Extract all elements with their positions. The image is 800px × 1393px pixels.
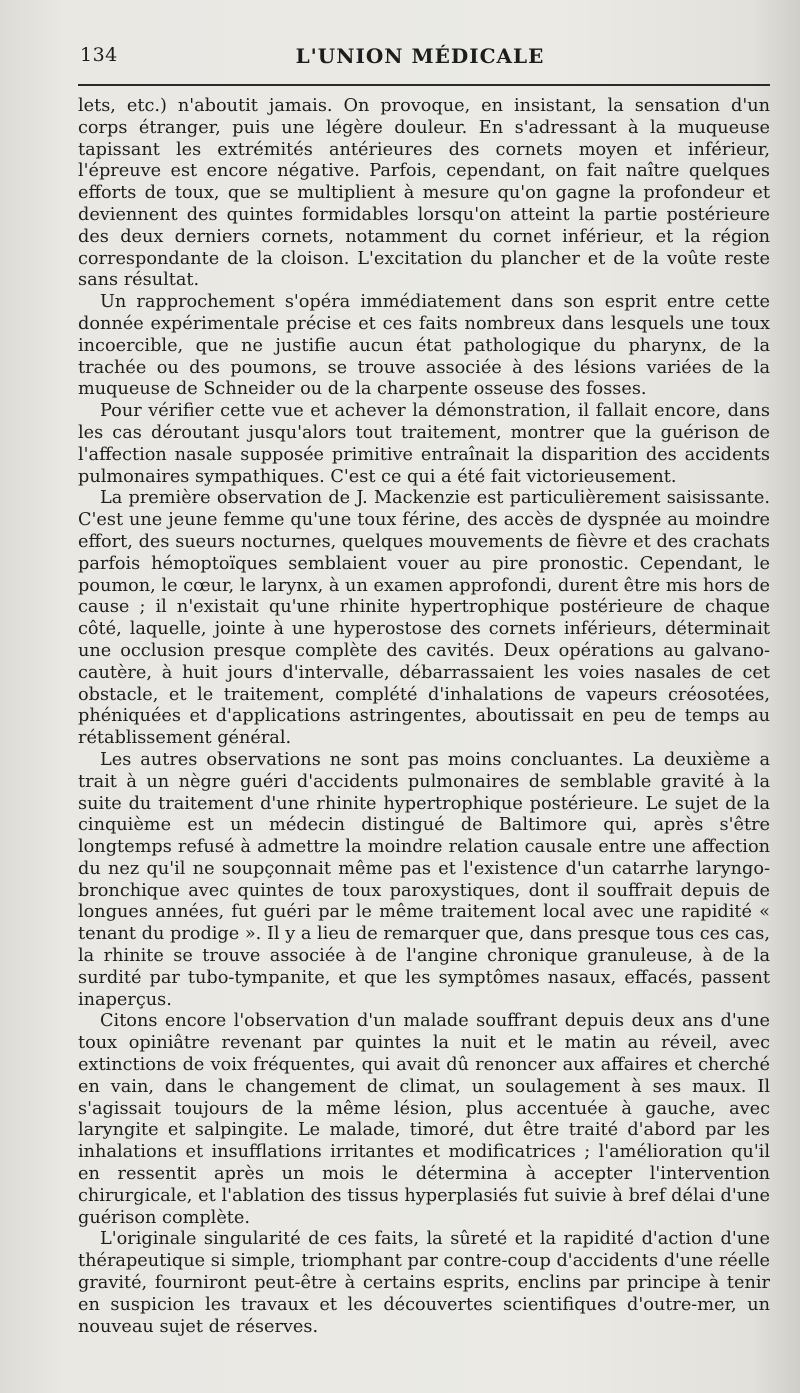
paragraph: Pour vérifier cette vue et achever la démonstration, il fallait encore, dans les cas déroutant jusqu'alors tout traitement, montrer que la guérison de l'affection nasale supposée primitive entraînait la disparition des accidents pulmonaires sympathiques. C'est ce qui a été fait victorieusement. <box>78 401 770 487</box>
paragraph: Les autres observations ne sont pas moins concluantes. La deuxième a trait à un nègre guéri d'accidents pulmonaires de semblable gravité à la suite du traitement d'une rhinite hypertrophique postérieure. Le sujet de la cinquième est un médecin distingué de Baltimore qui, après s'être longtemps refusé à admettre la moindre relation causale entre une affection du nez qu'il ne soupçonnait même pas et l'existence d'un catarrhe laryngo-bronchique avec quintes de toux paroxystiques, dont il souffrait depuis de longues années, fut guéri par le même traitement local avec une rapidité « tenant du prodige ». Il y a lieu de remarquer que, dans presque tous ces cas, la rhinite se trouve associée à de l'angine chronique granuleuse, à de la surdité par tubo-tympanite, et que les symptômes nasaux, effacés, passent inaperçus. <box>78 749 770 1010</box>
running-title: L'UNION MÉDICALE <box>295 44 545 68</box>
page-header <box>80 44 760 80</box>
page-number: 134 <box>80 44 118 66</box>
paragraph: Citons encore l'observation d'un malade souffrant depuis deux ans d'une toux opiniâtre revenant par quintes la nuit et le matin au réveil, avec extinctions de voix fréquentes, qui avait dû renoncer aux affaires et cherché en vain, dans le changement de climat, un soulagement à ses maux. Il s'agissait toujours de la même lésion, plus accentuée à gauche, avec laryngite et salpingite. Le malade, timoré, dut être traité d'abord par les inhalations et insufflations irritantes et modificatrices ; l'amélioration qu'il en ressentit après un mois le détermina à accepter l'intervention chirurgicale, et l'ablation des tissus hyperplasiés fut suivie à bref délai d'une guérison complète. <box>78 1011 770 1228</box>
paragraph: Un rapprochement s'opéra immédiatement dans son esprit entre cette donnée expérimentale précise et ces faits nombreux dans lesquels une toux incoercible, que ne justifie aucun état pathologique du pharynx, de la trachée ou des poumons, se trouve associée à des lésions variées de la muqueuse de Schneider ou de la charpente osseuse des fosses. <box>78 292 770 400</box>
paragraph: L'originale singularité de ces faits, la sûreté et la rapidité d'action d'une thérapeutique si simple, triomphant par contre-coup d'accidents d'une réelle gravité, fourniront peut-être à certains esprits, enclins par principe à tenir en suspicion les travaux et les découvertes scientifiques d'outre-mer, un nouveau sujet de réserves. <box>78 1229 770 1337</box>
paragraph: La première observation de J. Mackenzie est particulièrement saisissante. C'est une jeune femme qu'une toux férine, des accès de dyspnée au moindre effort, des sueurs nocturnes, quelques mouvements de fièvre et des crachats parfois hémoptoïques semblaient vouer au pire pronostic. Cependant, le poumon, le cœur, le larynx, à un examen approfondi, durent être mis hors de cause ; il n'existait qu'une rhinite hypertrophique postérieure de chaque côté, laquelle, jointe à une hyperostose des cornets inférieurs, déterminait une occlusion presque complète des cavités. Deux opérations au galvano-cautère, à huit jours d'intervalle, débarrassaient les voies nasales de cet obstacle, et le traitement, complété d'inhalations de vapeurs créosotées, phéniquées et d'applications astringentes, aboutissait en peu de temps au rétablissement général. <box>78 488 770 749</box>
header-rule <box>78 84 770 86</box>
article-body <box>78 96 770 1338</box>
paragraph: lets, etc.) n'aboutit jamais. On provoque, en insistant, la sensation d'un corps étranger, puis une légère douleur. En s'adressant à la muqueuse tapissant les extrémités antérieures des cornets moyen et inférieur, l'épreuve est encore négative. Parfois, cependant, on fait naître quelques efforts de toux, que se multiplient à mesure qu'on gagne la profondeur et deviennent des quintes formidables lorsqu'on atteint la partie postérieure des deux derniers cornets, notamment du cornet inférieur, et la région correspondante de la cloison. L'excitation du plancher et de la voûte reste sans résultat. <box>78 96 770 291</box>
